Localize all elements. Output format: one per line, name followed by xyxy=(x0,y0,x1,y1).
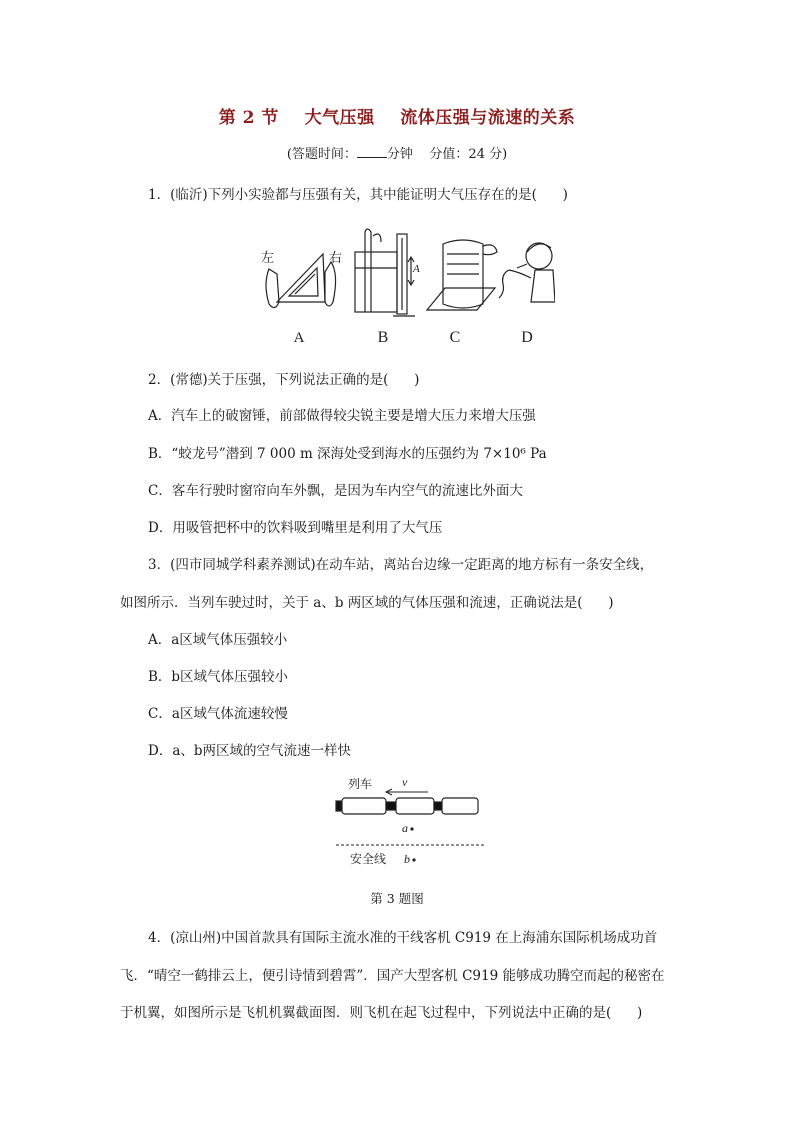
svg-text:A: A xyxy=(413,263,420,275)
q3-stem-line2: 如图所示．当列车驶过时，关于 a、b 两区域的气体压强和流速，正确说法是( ) xyxy=(120,595,614,611)
fig-label-d: D xyxy=(521,329,533,346)
figure-a-triangle-ruler xyxy=(266,254,336,308)
fig-label-c: C xyxy=(449,329,461,346)
q4-line1: 4．(凉山州)中国首款具有国际主流水准的干线客机 C919 在上海浦东国际机场成功首 xyxy=(148,930,658,946)
velocity-label: v xyxy=(402,775,408,789)
point-b-dot xyxy=(412,858,415,861)
answer-time-suffix: 分钟 分值：24 分) xyxy=(386,147,508,162)
point-a-dot xyxy=(410,827,413,830)
fig-a-left-text: 左 xyxy=(261,251,275,266)
fig-label-b: B xyxy=(377,329,389,346)
q3-option-c: C．a区域气体流速较慢 xyxy=(148,706,288,722)
q3-figure-caption: 第 3 题图 xyxy=(370,891,424,906)
q3-option-d: D．a、b两区域的空气流速一样快 xyxy=(148,743,352,759)
q3-figure xyxy=(330,772,490,868)
figure-d-boy xyxy=(499,243,555,302)
train-cars xyxy=(336,798,478,814)
safety-line-label: 安全线 xyxy=(350,852,387,866)
train-label: 列车 xyxy=(348,777,373,791)
q2-stem: 2．(常德)关于压强，下列说法正确的是( ) xyxy=(148,372,420,388)
fig-label-a: A xyxy=(293,330,305,346)
q1-figure xyxy=(255,224,555,354)
figure-c-glass xyxy=(427,240,497,310)
q4-line2: 飞．“晴空一鹤排云上，便引诗情到碧霄”．国产大型客机 C919 能够成功腾空而起的秘密在 xyxy=(120,968,665,984)
q2-option-b: B．“蛟龙号”潜到 7 000 m 深海处受到海水的压强约为 7×10⁶ Pa xyxy=(148,446,547,462)
fig-a-right-text: 右 xyxy=(329,251,343,266)
time-blank xyxy=(357,145,387,158)
q2-option-d: D．用吸管把杯中的饮料吸到嘴里是利用了大气压 xyxy=(148,520,443,536)
velocity-arrow xyxy=(386,789,428,795)
q2-option-c: C．客车行驶时窗帘向车外飘，是因为车内空气的流速比外面大 xyxy=(148,483,523,499)
q3-stem-line1: 3．(四市同城学科素养测试)在动车站，离站台边缘一定距离的地方标有一条安全线， xyxy=(148,557,654,573)
page-title: 第 2 节 大气压强 流体压强与流速的关系 xyxy=(218,108,576,128)
q3-option-b: B．b区域气体压强较小 xyxy=(148,669,289,685)
figure-b-beaker xyxy=(355,229,415,316)
q3-option-a: A．a区域气体压强较小 xyxy=(148,632,288,648)
point-a-label: a xyxy=(402,821,408,835)
answer-time-prefix: (答题时间： xyxy=(286,147,357,162)
q4-line3: 于机翼，如图所示是飞机机翼截面图．则飞机在起飞过程中，下列说法中正确的是( ) xyxy=(120,1005,643,1021)
q1-stem: 1．(临沂)下列小实验都与压强有关，其中能证明大气压存在的是( ) xyxy=(148,187,568,203)
point-b-label: b xyxy=(404,852,410,866)
q2-option-a: A．汽车上的破窗锤，前部做得较尖锐主要是增大压力来增大压强 xyxy=(148,408,536,424)
answer-time-info xyxy=(0,143,794,162)
